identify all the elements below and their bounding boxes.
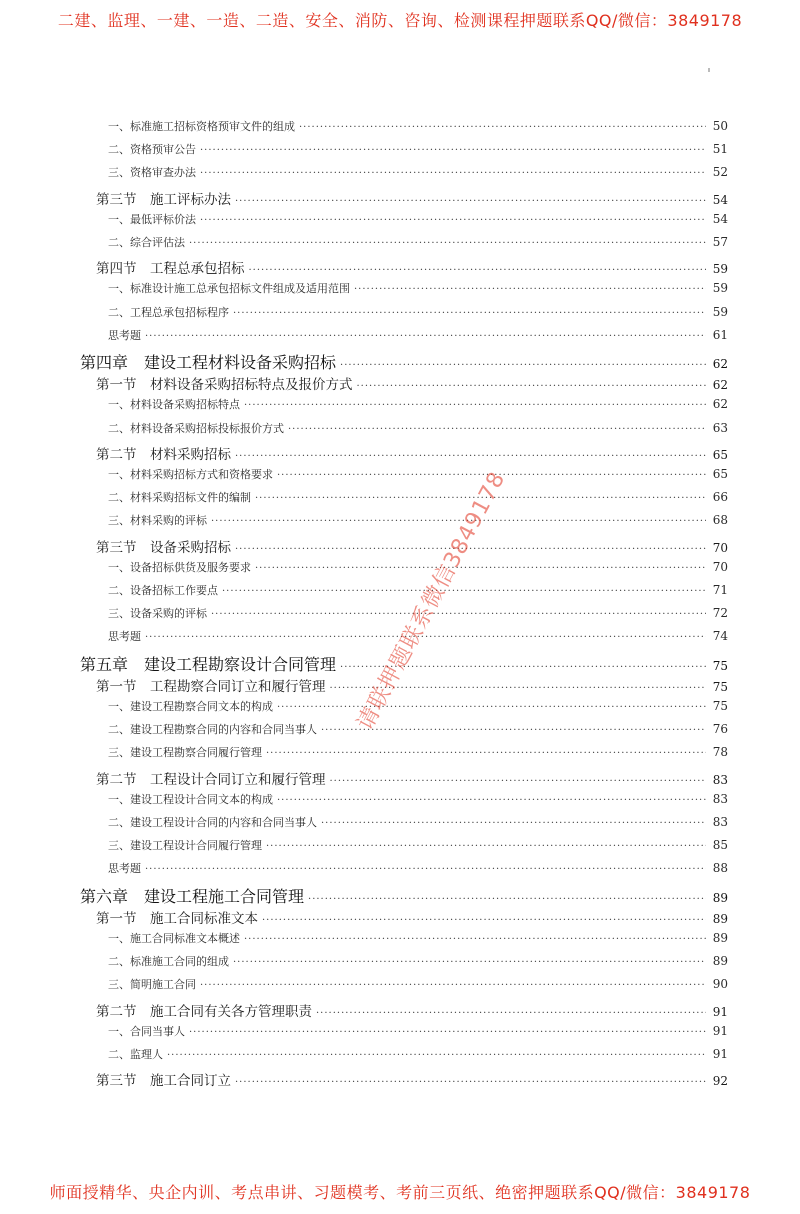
toc-entry-page: 62: [712, 357, 728, 371]
toc-entry-page: 54: [712, 192, 728, 207]
toc-entry-item: [108, 1023, 728, 1039]
dot-leader: [321, 818, 706, 829]
toc-entry-title: 第五章 建设工程勘察设计合同管理: [80, 654, 337, 674]
toc-entry-page: 59: [712, 304, 728, 319]
toc-entry-page: 89: [712, 890, 728, 905]
toc-entry-page: 72: [712, 606, 728, 621]
toc-entry-title: 一、建设工程勘察合同文本的构成: [108, 700, 273, 713]
dot-leader: [233, 957, 706, 968]
toc-entry-item: [108, 930, 728, 946]
toc-entry-title: 第二节 工程设计合同订立和履行管理: [96, 771, 326, 788]
toc-entry-section: [96, 443, 728, 463]
toc-entry-page: 90: [712, 977, 728, 992]
toc-entry-title: 思考题: [108, 630, 141, 644]
toc-entry-item: [108, 976, 728, 992]
toc-entry-page: 92: [712, 1074, 728, 1089]
toc-entry-page: 85: [712, 838, 728, 853]
toc-entry-title: 三、材料采购的评标: [108, 514, 207, 528]
toc-entry-item: [108, 280, 728, 296]
toc-entry-item: [108, 953, 728, 969]
dot-leader: [266, 841, 706, 852]
toc-entry-title: 第一节 材料设备采购招标特点及报价方式: [96, 377, 353, 394]
dot-leader: [340, 360, 706, 371]
dot-leader: [288, 424, 706, 435]
toc-entry-page: 83: [712, 815, 728, 829]
toc-entry-item: [108, 698, 728, 714]
toc-entry-page: 89: [712, 911, 728, 926]
dot-leader: [200, 168, 706, 179]
header-banner: 二建、监理、一建、一造、二造、安全、消防、咨询、检测课程押题联系QQ/微信：3849178: [57, 11, 743, 30]
dot-leader: [255, 563, 706, 574]
toc-entry-page: 70: [712, 540, 728, 555]
toc-entry-title: 一、设备招标供货及服务要求: [108, 560, 251, 574]
toc-entry-title: 二、资格预审公告: [108, 143, 196, 157]
toc-entry-title: 一、最低评标价法: [108, 212, 196, 226]
toc-entry-item: [108, 814, 728, 830]
toc-entry-page: 57: [712, 235, 728, 249]
toc-entry-section: [96, 1069, 728, 1089]
toc-entry-page: 74: [712, 629, 728, 644]
dot-leader: [249, 265, 707, 276]
dot-leader: [235, 196, 706, 207]
toc-entry-section: [96, 768, 728, 788]
dot-leader: [299, 122, 706, 133]
toc-entry-title: 第二节 施工合同有关各方管理职责: [96, 1003, 312, 1020]
toc-entry-title: 一、标准设计施工总承包招标文件组成及适用范围: [108, 282, 350, 296]
toc-entry-page: 54: [712, 211, 728, 226]
dot-leader: [145, 331, 706, 342]
toc-entry-title: 二、设备招标工作要点: [108, 584, 218, 597]
toc-entry-page: 91: [712, 1023, 728, 1038]
toc-entry-section: [96, 257, 728, 277]
toc-entry-page: 71: [712, 583, 728, 597]
toc-entry-page: 78: [712, 745, 728, 760]
toc-entry-page: 68: [712, 513, 728, 528]
toc-entry-title: 第二节 材料采购招标: [96, 446, 231, 463]
toc-entry-item: [108, 396, 728, 412]
toc-entry-page: 88: [712, 861, 728, 876]
toc-entry-title: 二、建设工程勘察合同的内容和合同当事人: [108, 723, 317, 737]
footer-banner: 师面授精华、央企内训、考点串讲、习题模考、考前三页纸、绝密押题联系QQ/微信：3849178: [49, 1183, 751, 1202]
toc-entry-item: [108, 304, 728, 320]
toc-entry-page: 89: [712, 931, 728, 945]
dot-leader: [277, 702, 706, 713]
toc-entry-section: [96, 188, 728, 208]
toc-entry-title: 思考题: [108, 862, 141, 876]
toc-entry-page: 51: [712, 142, 728, 157]
toc-entry-item: [108, 466, 728, 482]
toc-entry-title: 二、工程总承包招标程序: [108, 305, 229, 319]
watermark: 请联押题联系微信3849178: [352, 467, 511, 735]
toc-entry-title: 二、监理人: [108, 1048, 163, 1061]
dot-leader: [244, 934, 706, 945]
toc-entry-page: 91: [712, 1047, 728, 1061]
dot-leader: [189, 1027, 706, 1038]
toc-entry-title: 三、建设工程设计合同履行管理: [108, 839, 262, 853]
toc-entry-page: 50: [712, 119, 728, 133]
toc-entry-item: [108, 327, 728, 343]
toc-entry-title: 一、材料设备采购招标特点: [108, 398, 240, 412]
dot-leader: [277, 795, 706, 806]
toc-entry-chapter: [80, 350, 728, 373]
dot-leader: [330, 776, 707, 787]
toc-entry-title: 第六章 建设工程施工合同管理: [80, 886, 305, 906]
toc-entry-page: 61: [712, 327, 728, 342]
toc-entry-title: 第四节 工程总承包招标: [96, 261, 245, 278]
toc-entry-item: [108, 744, 728, 760]
toc-entry-item: [108, 559, 728, 575]
toc-entry-title: 三、设备采购的评标: [108, 607, 207, 621]
toc-entry-item: [108, 118, 728, 134]
toc-entry-page: 75: [712, 679, 728, 694]
toc-entry-page: 59: [712, 262, 728, 277]
toc-entry-title: 三、简明施工合同: [108, 978, 196, 992]
dot-leader: [316, 1008, 706, 1019]
toc-entry-title: 一、施工合同标准文本概述: [108, 932, 240, 945]
dot-leader: [357, 381, 707, 392]
dot-leader: [200, 215, 706, 226]
toc-entry-page: 70: [712, 559, 728, 574]
toc-entry-title: 第四章 建设工程材料设备采购招标: [80, 353, 337, 372]
toc-entry-item: [108, 837, 728, 853]
toc-entry-title: 第三节 设备采购招标: [96, 539, 231, 556]
dot-leader: [235, 1077, 706, 1088]
toc-entry-item: [108, 791, 728, 807]
dot-leader: [222, 586, 706, 597]
dot-leader: [167, 1050, 706, 1061]
toc-entry-title: 第三节 施工合同订立: [96, 1073, 231, 1090]
dot-leader: [200, 145, 706, 156]
toc-entry-page: 52: [712, 165, 728, 180]
toc-entry-page: 62: [712, 378, 728, 393]
toc-entry-page: 63: [712, 420, 728, 435]
toc-entry-item: [108, 420, 728, 436]
toc-entry-page: 62: [712, 397, 728, 412]
dot-leader: [200, 980, 706, 991]
toc-entry-title: 二、建设工程设计合同的内容和合同当事人: [108, 816, 317, 829]
dot-leader: [189, 238, 706, 249]
toc-entry-item: [108, 164, 728, 180]
toc-entry-title: 二、综合评估法: [108, 236, 185, 249]
toc-entry-page: 66: [712, 490, 728, 505]
toc-entry-title: 三、资格审查办法: [108, 166, 196, 180]
toc-entry-chapter: [80, 884, 728, 907]
toc-entry-page: 83: [712, 772, 728, 787]
toc-entry-page: 59: [712, 281, 728, 296]
toc-entry-title: 二、材料设备采购招标投标报价方式: [108, 421, 284, 435]
toc-entry-section: [96, 373, 728, 393]
toc-entry-item: [108, 512, 728, 528]
toc-entry-item: [108, 211, 728, 227]
toc-entry-item: [108, 860, 728, 876]
toc-entry-title: 三、建设工程勘察合同履行管理: [108, 746, 262, 760]
toc-entry-item: [108, 721, 728, 737]
toc-entry-page: 75: [712, 658, 728, 673]
toc-entry-section: [96, 1000, 728, 1020]
toc-entry-title: 思考题: [108, 328, 141, 342]
toc-entry-page: 83: [712, 791, 728, 806]
dot-leader: [266, 748, 706, 759]
toc-entry-page: 65: [712, 447, 728, 462]
toc-entry-title: 一、标准施工招标资格预审文件的组成: [108, 120, 295, 133]
toc-entry-page: 91: [712, 1004, 728, 1019]
toc-entry-item: [108, 234, 728, 250]
dot-leader: [235, 451, 706, 462]
toc-entry-page: 65: [712, 467, 728, 481]
toc-entry-title: 二、材料采购招标文件的编制: [108, 491, 251, 505]
toc-entry-title: 一、合同当事人: [108, 1024, 185, 1038]
dot-leader: [354, 284, 706, 295]
dot-leader: [262, 915, 706, 926]
dot-leader: [233, 308, 706, 319]
toc-entry-section: [96, 907, 728, 927]
dot-leader: [211, 609, 706, 620]
toc-entry-title: 一、建设工程设计合同文本的构成: [108, 792, 273, 806]
toc-entry-item: [108, 489, 728, 505]
toc-entry-page: 89: [712, 954, 728, 969]
toc-entry-section: [96, 675, 728, 695]
dot-leader: [244, 400, 706, 411]
toc-entry-item: [108, 141, 728, 157]
toc-entry-title: 第一节 工程勘察合同订立和履行管理: [96, 678, 326, 695]
toc-entry-title: 第三节 施工评标办法: [96, 191, 231, 208]
toc-entry-page: 76: [712, 722, 728, 737]
toc-entry-title: 第一节 施工合同标准文本: [96, 910, 258, 927]
toc-entry-item: [108, 1046, 728, 1062]
toc-entry-section: [96, 536, 728, 556]
toc-entry-title: 一、材料采购招标方式和资格要求: [108, 468, 273, 481]
toc-entry-title: 二、标准施工合同的组成: [108, 955, 229, 969]
dot-leader: [308, 894, 706, 905]
toc-entry-page: 75: [712, 699, 728, 713]
dot-leader: [145, 864, 706, 875]
